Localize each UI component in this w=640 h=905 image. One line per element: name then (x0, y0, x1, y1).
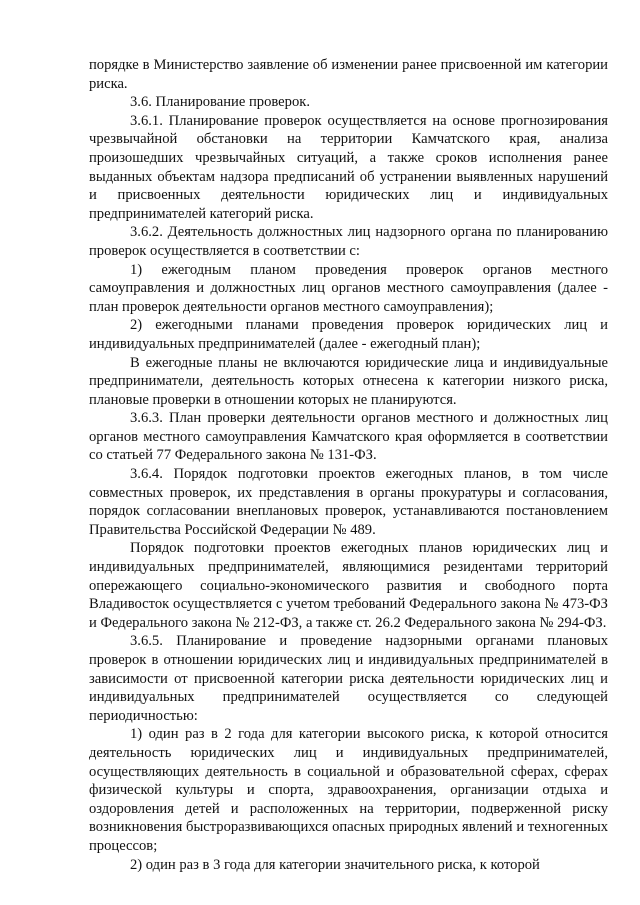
paragraph-continuation: порядке в Министерство заявление об изменении ранее присвоенной им категории риска. (89, 57, 608, 92)
paragraph-annual-plans-procedure: Порядок подготовки проектов ежегодных планов юридических лиц и индивидуальных предпринимателей, являющимися резидентами территорий опережающего социально-экономического развития и свободного порта Владивосток осуществляется с учетом требований Федерального закона № 473-ФЗ и Федерального закона № 212-ФЗ, а также ст. 26.2 Федерального закона № 294-ФЗ. (89, 540, 608, 631)
paragraph-3-6-2: 3.6.2. Деятельность должностных лиц надзорного органа по планированию проверок осуществляется в соответствии с: (89, 224, 608, 259)
periodicity-item-1: 1) один раз в 2 года для категории высокого риска, к которой относится деятельность юридических лиц и индивидуальных предпринимателей, осуществляющих деятельность в социальной и образовательной сферах, сферах физической культуры и спорта, здравоохранения, организации отдыха и оздоровления детей и расположенных на территории, подверженной риску возникновения быстроразвивающихся опасных природных явлений и техногенных процессов; (89, 726, 608, 854)
section-heading-3-6: 3.6. Планирование проверок. (130, 94, 310, 111)
list-item-1: 1) ежегодным планом проведения проверок органов местного самоуправления и должностных лиц органов местного самоуправления (далее - план проверок деятельности органов местного самоуправления); (89, 261, 608, 315)
paragraph-3-6-4: 3.6.4. Порядок подготовки проектов ежегодных планов, в том числе совместных проверок, их представления в органы прокуратуры и согласования, порядок согласовании внеплановых проверок, устанавливаются постановлением Правительства Российской Федерации № 489. (89, 466, 608, 538)
periodicity-item-2: 2) один раз в 3 года для категории значительного риска, к которой (130, 856, 540, 873)
document-page (89, 56, 608, 874)
paragraph-exclusion: В ежегодные планы не включаются юридические лица и индивидуальные предприниматели, деятельность которых отнесена к категории низкого риска, плановые проверки в отношении которых не планируются. (89, 354, 608, 408)
paragraph-3-6-5: 3.6.5. Планирование и проведение надзорными органами плановых проверок в отношении юридических лиц и индивидуальных предпринимателей в зависимости от присвоенной категории риска деятельности юридических лиц и индивидуальных предпринимателей осуществляется со следующей периодичностью: (89, 633, 608, 724)
paragraph-3-6-3: 3.6.3. План проверки деятельности органов местного и должностных лиц органов местного самоуправления Камчатского края оформляется в соответствии со статьей 77 Федерального закона № 131-ФЗ. (89, 410, 608, 464)
list-item-2: 2) ежегодными планами проведения проверок юридических лиц и индивидуальных предпринимателей (далее - ежегодный план); (89, 317, 608, 352)
paragraph-3-6-1: 3.6.1. Планирование проверок осуществляется на основе прогнозирования чрезвычайной обстановки на территории Камчатского края, анализа произошедших чрезвычайных ситуаций, а также сроков исполнения ранее выданных объектам надзора предписаний об устранении выявленных нарушений и присвоенных деятельности юридических лиц и индивидуальных предпринимателей категорий риска. (89, 112, 608, 222)
